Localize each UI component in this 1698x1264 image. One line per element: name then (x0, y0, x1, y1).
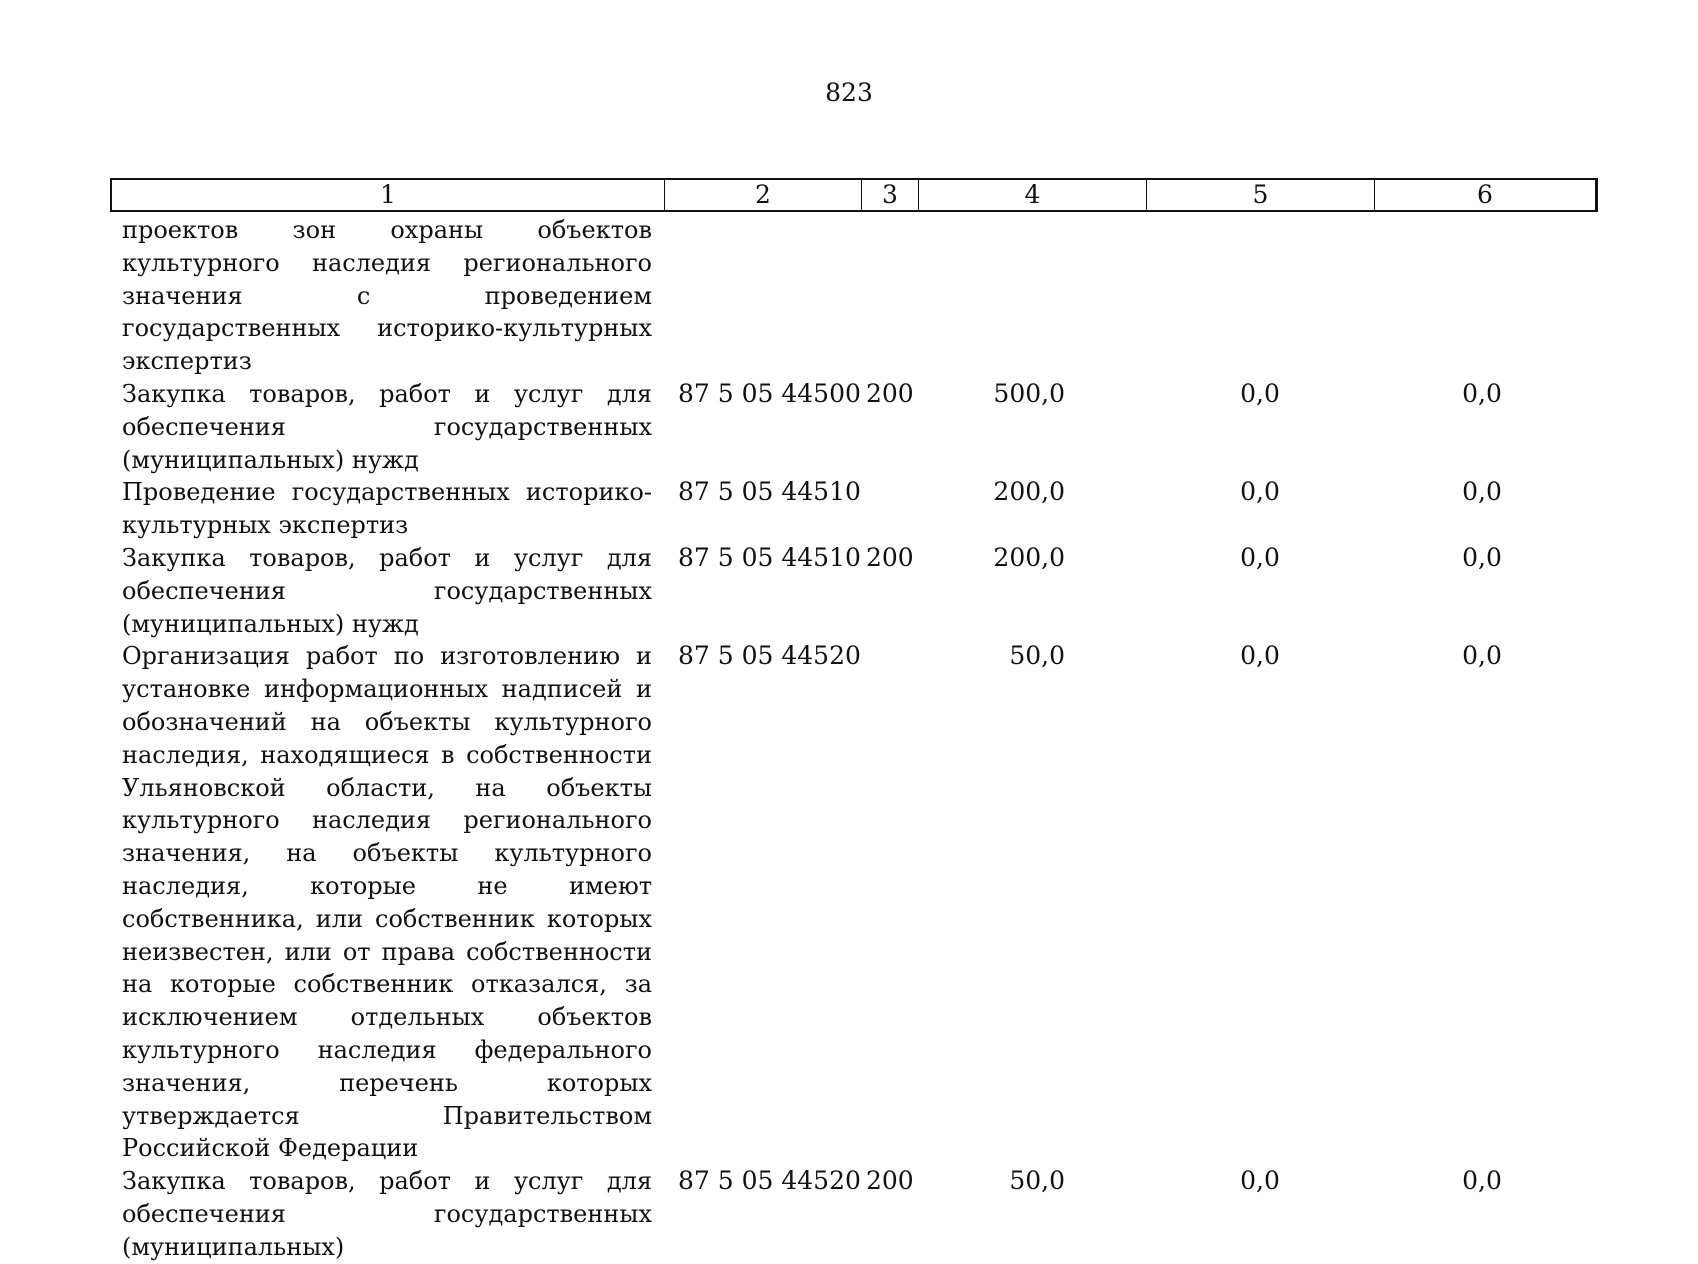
row-value-col4: 500,0 (993, 378, 1065, 408)
row-description: Закупка товаров, работ и услуг для обеспечения государственных (муниципальных) нужд (122, 379, 652, 474)
row-description: Закупка товаров, работ и услуг для обеспечения государственных (муниципальных) нужд (122, 543, 652, 638)
table-body (0, 214, 1698, 1264)
row-value-col6: 0,0 (1462, 1166, 1502, 1196)
row-value-col6: 0,0 (1462, 641, 1502, 671)
row-value-col5: 0,0 (1240, 1166, 1280, 1196)
row-value-col6: 0,0 (1462, 477, 1502, 507)
row-value-col5: 0,0 (1240, 641, 1280, 671)
row-target-code: 87 5 05 44500 (678, 378, 861, 408)
row-target-code: 87 5 05 44510 (678, 477, 861, 507)
column-header-6: 6 (1477, 180, 1493, 209)
row-value-col5: 0,0 (1240, 378, 1280, 408)
row-description: Проведение государственных историко-культурных экспертиз (122, 478, 652, 540)
row-value-col4: 200,0 (993, 542, 1065, 572)
row-description: Организация работ по изготовлению и установке информационных надписей и обозначений на объекты культурного наследия, находящиеся в собственности Ульяновской области, на объекты культурного наследия регионального значения, на объекты культурного наследия, которые не имеют собственника, или собственник которых неизвестен, или от права собственности на которые собственник отказался, за исключением отдельных объектов культурного наследия федерального значения, перечень которых утверждается Правительством Российской Федерации (122, 642, 652, 1163)
column-header-2: 2 (665, 180, 862, 210)
row-value-col6: 0,0 (1462, 542, 1502, 572)
row-target-code: 87 5 05 44510 (678, 542, 861, 572)
row-description: Закупка товаров, работ и услуг для обеспечения государственных (муниципальных) (122, 1167, 652, 1261)
column-header-4: 4 (919, 180, 1147, 210)
row-value-col4: 200,0 (993, 477, 1065, 507)
column-header-1: 1 (112, 180, 665, 210)
table-row (0, 640, 1698, 1165)
table-row (0, 1165, 1698, 1263)
row-target-code: 87 5 05 44520 (678, 641, 861, 671)
row-value-col4: 50,0 (1009, 641, 1065, 671)
row-description: проектов зон охраны объектов культурного наследия регионального значения с проведением государственных историко-культурных экспертиз (122, 216, 652, 376)
row-expense-type: 200 (866, 378, 914, 408)
row-value-col5: 0,0 (1240, 542, 1280, 572)
table-row (0, 542, 1698, 640)
table-row (0, 476, 1698, 542)
table-row (0, 214, 1698, 378)
row-expense-type: 200 (866, 542, 914, 572)
table-header (110, 178, 1598, 212)
column-header-3: 3 (862, 180, 919, 210)
column-header-5: 5 (1147, 180, 1375, 210)
table-row (0, 378, 1698, 476)
row-value-col4: 50,0 (1009, 1166, 1065, 1196)
row-expense-type: 200 (866, 1166, 914, 1196)
row-value-col5: 0,0 (1240, 477, 1280, 507)
row-value-col6: 0,0 (1462, 378, 1502, 408)
page-number: 823 (825, 78, 873, 107)
row-target-code: 87 5 05 44520 (678, 1166, 861, 1196)
